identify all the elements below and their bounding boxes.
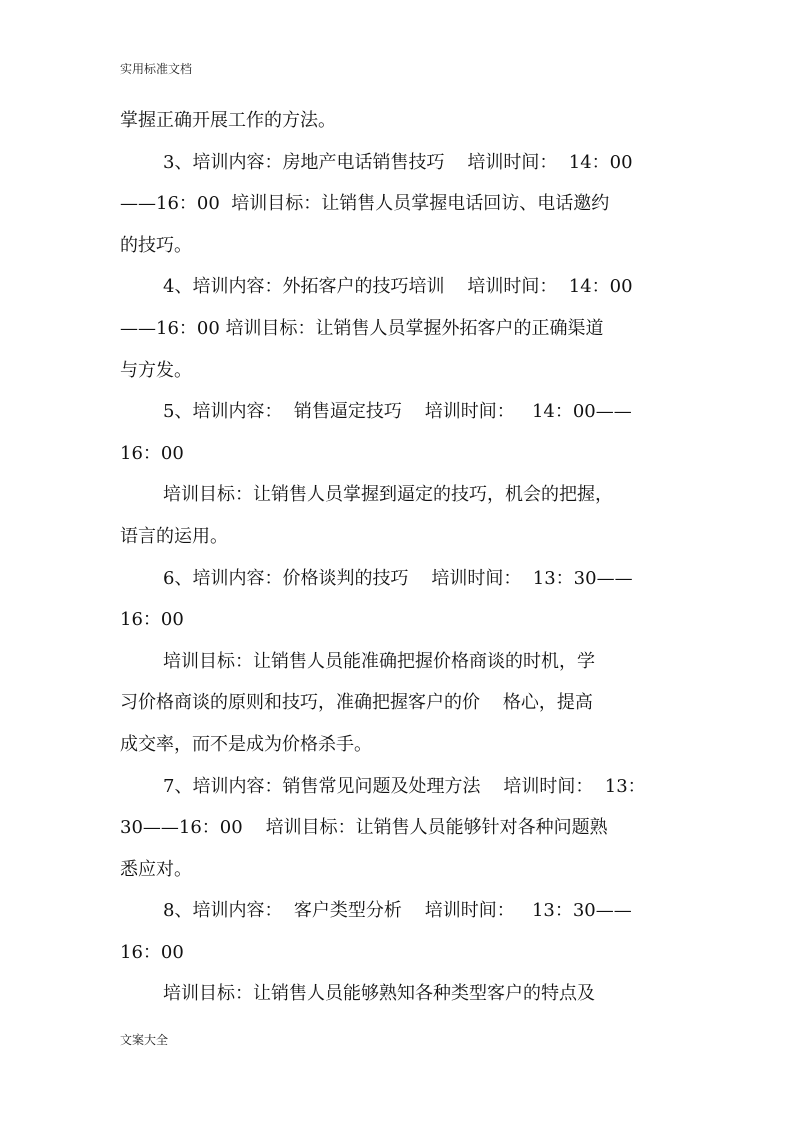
text-line: 语言的运用。 (120, 525, 228, 547)
text-line: 16：00 (120, 609, 184, 631)
text-line: 16：00 (120, 442, 184, 464)
text-line: 6、培训内容：价格谈判的技巧 培训时间： 13：30—— (163, 567, 633, 589)
text-line: 成交率，而不是成为价格杀手。 (120, 733, 372, 755)
text-line: 与方发。 (120, 359, 192, 381)
text-line: 培训目标：让销售人员能够熟知各种类型客户的特点及 (163, 983, 595, 1005)
text-line: 8、培训内容： 客户类型分析 培训时间： 13：30—— (163, 900, 632, 922)
text-line: 5、培训内容： 销售逼定技巧 培训时间： 14：00—— (163, 401, 632, 423)
text-line: 悉应对。 (120, 858, 192, 880)
text-line: 培训目标：让销售人员掌握到逼定的技巧，机会的把握， (163, 484, 613, 506)
text-line: 掌握正确开展工作的方法。 (120, 110, 336, 131)
text-line: 30——16：00 培训目标：让销售人员能够针对各种问题熟 (120, 817, 608, 839)
document-body (120, 100, 675, 1015)
text-line: ——16：00 培训目标：让销售人员掌握外拓客户的正确渠道 (120, 317, 604, 339)
text-line: 3、培训内容：房地产电话销售技巧 培训时间： 14：00 (163, 151, 633, 173)
page-footer: 文案大全 (120, 1033, 169, 1047)
text-line: 的技巧。 (120, 234, 192, 256)
text-line: 7、培训内容：销售常见问题及处理方法 培训时间： 13： (163, 775, 646, 797)
page-header: 实用标准文档 (120, 62, 193, 76)
text-line: 培训目标：让销售人员能准确把握价格商谈的时机，学 (163, 650, 595, 672)
text-line: 4、培训内容：外拓客户的技巧培训 培训时间： 14：00 (163, 276, 633, 298)
text-line: 16：00 (120, 941, 184, 963)
text-line: 习价格商谈的原则和技巧，准确把握客户的价 格心，提高 (120, 692, 593, 714)
text-line: ——16：00 培训目标：让销售人员掌握电话回访、电话邀约 (120, 193, 610, 215)
